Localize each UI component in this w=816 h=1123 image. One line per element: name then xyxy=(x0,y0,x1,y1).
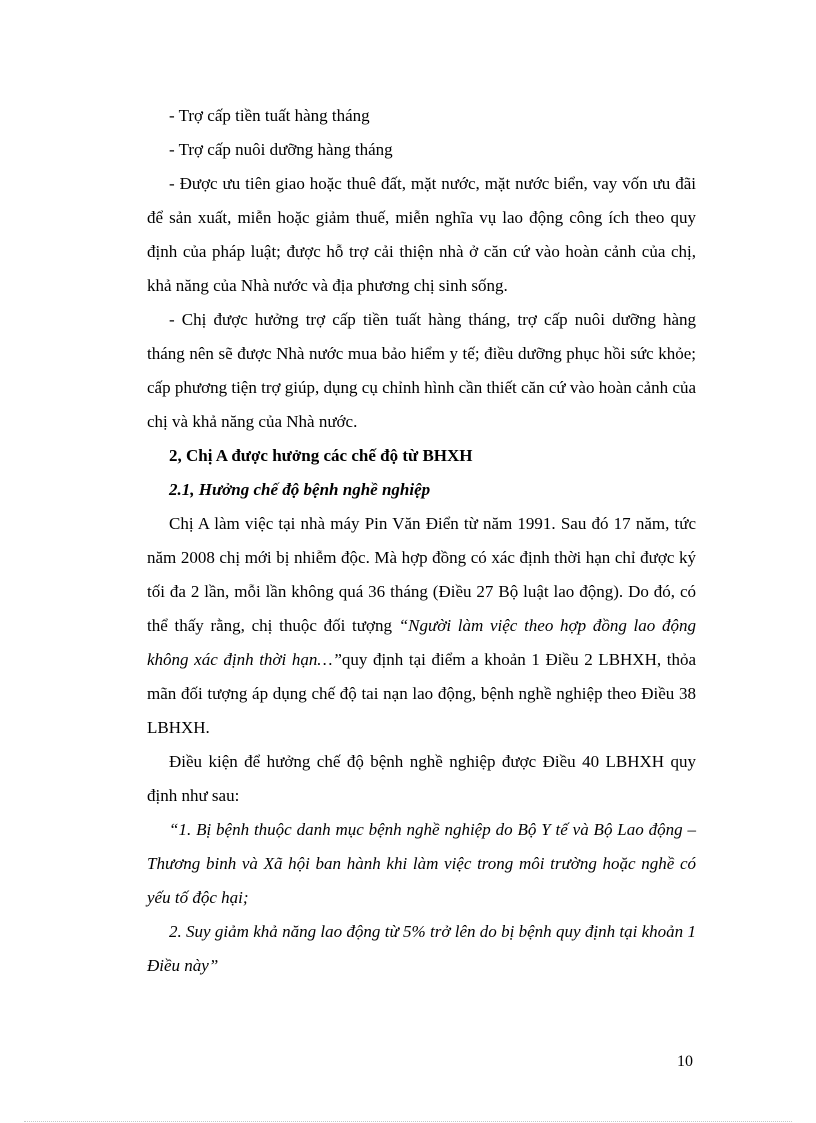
page-number: 10 xyxy=(677,1053,693,1070)
paragraph-text-part-1: Chị A làm việc tại nhà máy Pin Văn Điển từ năm 1991. Sau đó 17 năm, tức năm 2008 chị mới bị nhiễm độc. Mà hợp đồng có xác định thời hạn chỉ được ký tối đa 2 lần, mỗi lần không quá 36 tháng (Điều 27 Bộ luật lao động). Do đó, có thể thấy rằng, chị thuộc đối tượng xyxy=(147,514,696,635)
bullet-monthly-survivor-allowance: - Trợ cấp tiền tuất hàng tháng xyxy=(169,106,370,125)
bullet-land-priority: - Được ưu tiên giao hoặc thuê đất, mặt nước, mặt nước biển, vay vốn ưu đãi để sản xuất, miễn hoặc giảm thuế, miễn nghĩa vụ lao động công ích theo quy định của pháp luật; được hỗ trợ cải thiện nhà ở căn cứ vào hoàn cảnh của chị, khả năng của Nhà nước và địa phương chị sinh sống. xyxy=(147,174,696,295)
legal-quote-clause-2: 2. Suy giảm khả năng lao động từ 5% trở lên do bị bệnh quy định tại khoản 1 Điều này” xyxy=(147,922,696,975)
bullet-monthly-nurturing-allowance: - Trợ cấp nuôi dưỡng hàng tháng xyxy=(169,140,393,159)
subsection-heading-2-1: 2.1, Hưởng chế độ bệnh nghề nghiệp xyxy=(169,480,431,499)
document-body xyxy=(147,99,696,983)
section-heading-2: 2, Chị A được hưởng các chế độ từ BHXH xyxy=(169,446,473,465)
page-bottom-divider xyxy=(24,1121,792,1122)
paragraph-text-part-2: quy định tại điểm a khoản 1 Điều 2 LBHXH, thỏa mãn đối tượng áp dụng chế độ tai nạn lao động, bệnh nghề nghiệp theo Điều 38 LBHXH. xyxy=(147,650,696,737)
paragraph-conditions-intro: Điều kiện để hưởng chế độ bệnh nghề nghiệp được Điều 40 LBHXH quy định như sau: xyxy=(147,752,696,805)
bullet-health-insurance: - Chị được hưởng trợ cấp tiền tuất hàng tháng, trợ cấp nuôi dưỡng hàng tháng nên sẽ được Nhà nước mua bảo hiểm y tế; điều dưỡng phục hồi sức khỏe; cấp phương tiện trợ giúp, dụng cụ chỉnh hình cần thiết căn cứ vào hoàn cảnh của chị và khả năng của Nhà nước. xyxy=(147,310,696,431)
quoted-legal-term: “Người làm việc theo hợp đồng lao động không xác định thời hạn…” xyxy=(147,616,696,669)
paragraph-employment-history xyxy=(147,507,696,745)
legal-quote-clause-1: “1. Bị bệnh thuộc danh mục bệnh nghề nghiệp do Bộ Y tế và Bộ Lao động – Thương binh và Xã hội ban hành khi làm việc trong môi trường hoặc nghề có yếu tố độc hại; xyxy=(147,820,696,907)
